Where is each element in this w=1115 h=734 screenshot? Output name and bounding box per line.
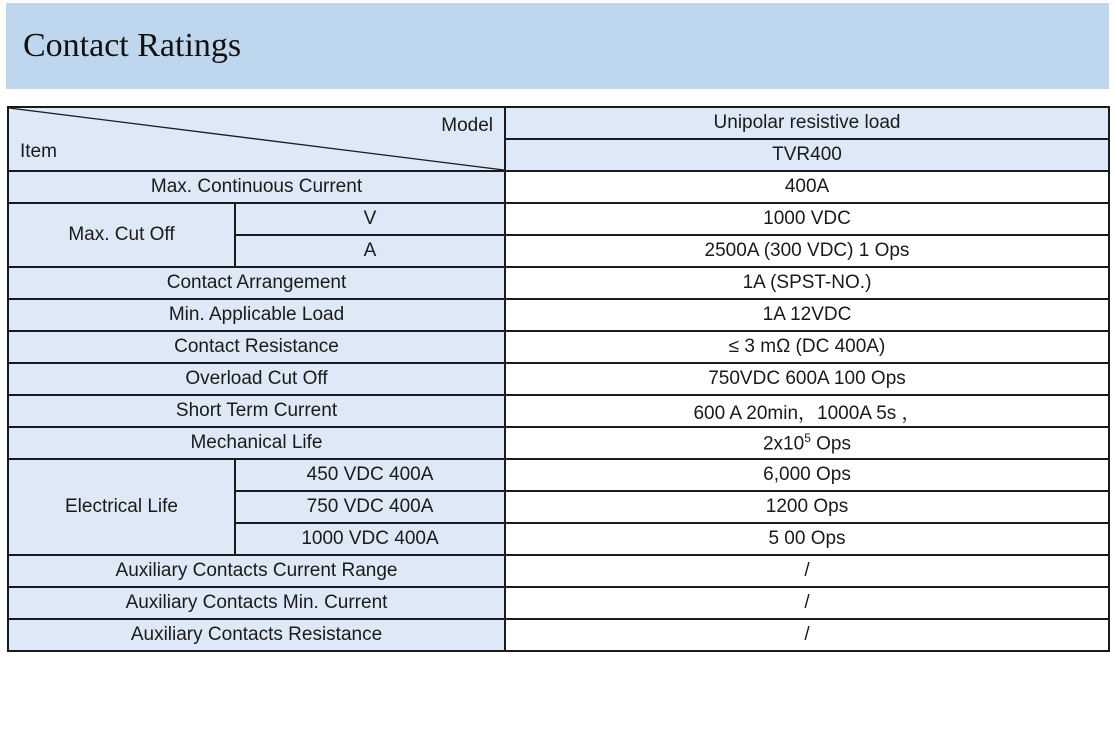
- contact-ratings-table: [7, 106, 1110, 652]
- corner-model-label: Model: [441, 115, 493, 136]
- row-value: ≤ 3 mΩ (DC 400A): [505, 331, 1109, 363]
- sub-row-label: 750 VDC 400A: [235, 491, 505, 523]
- table-row: [8, 587, 1109, 619]
- row-value: 400A: [505, 171, 1109, 203]
- sub-row-label: 1000 VDC 400A: [235, 523, 505, 555]
- table-row: [8, 331, 1109, 363]
- row-label: Max. Cut Off: [8, 203, 235, 267]
- row-value: 1200 Ops: [505, 491, 1109, 523]
- diagonal-divider: [9, 108, 504, 170]
- row-value: 1A (SPST-NO.): [505, 267, 1109, 299]
- table-row: [8, 619, 1109, 651]
- table-row: [8, 427, 1109, 459]
- corner-header-cell: [8, 107, 505, 171]
- row-value: 750VDC 600A 100 Ops: [505, 363, 1109, 395]
- row-label: Overload Cut Off: [8, 363, 505, 395]
- row-label: Auxiliary Contacts Current Range: [8, 555, 505, 587]
- row-label: Max. Continuous Current: [8, 171, 505, 203]
- corner-item-label: Item: [20, 141, 57, 162]
- row-value: 5 00 Ops: [505, 523, 1109, 555]
- row-value: 1000 VDC: [505, 203, 1109, 235]
- table-row: [8, 299, 1109, 331]
- row-label: Auxiliary Contacts Min. Current: [8, 587, 505, 619]
- table-row: [8, 171, 1109, 203]
- table-row: [8, 203, 1109, 235]
- row-value: 2500A (300 VDC) 1 Ops: [505, 235, 1109, 267]
- sub-row-label: V: [235, 203, 505, 235]
- row-label: Contact Resistance: [8, 331, 505, 363]
- row-value: /: [505, 587, 1109, 619]
- table-row: [8, 363, 1109, 395]
- table-row: [8, 555, 1109, 587]
- header-banner: [6, 3, 1109, 89]
- mech-life-exponent: 5: [804, 430, 811, 445]
- row-value: 1A 12VDC: [505, 299, 1109, 331]
- model-name-cell: TVR400: [505, 139, 1109, 171]
- row-value: /: [505, 555, 1109, 587]
- row-value: [505, 427, 1109, 459]
- mech-life-unit: Ops: [810, 433, 851, 455]
- row-label: Min. Applicable Load: [8, 299, 505, 331]
- page-title: Contact Ratings: [23, 27, 242, 64]
- table-row: [8, 459, 1109, 491]
- sub-row-label: A: [235, 235, 505, 267]
- row-value: 600 A 20min，1000A 5s ，: [505, 395, 1109, 427]
- row-value: 6,000 Ops: [505, 459, 1109, 491]
- row-label: Electrical Life: [8, 459, 235, 555]
- table-row: [8, 267, 1109, 299]
- row-label: Contact Arrangement: [8, 267, 505, 299]
- row-value: /: [505, 619, 1109, 651]
- row-label: Short Term Current: [8, 395, 505, 427]
- table-row: [8, 107, 1109, 139]
- sub-row-label: 450 VDC 400A: [235, 459, 505, 491]
- model-type-cell: Unipolar resistive load: [505, 107, 1109, 139]
- mech-life-base: 2x10: [762, 433, 805, 455]
- row-label: Auxiliary Contacts Resistance: [8, 619, 505, 651]
- row-label: Mechanical Life: [8, 427, 505, 459]
- table-row: [8, 395, 1109, 427]
